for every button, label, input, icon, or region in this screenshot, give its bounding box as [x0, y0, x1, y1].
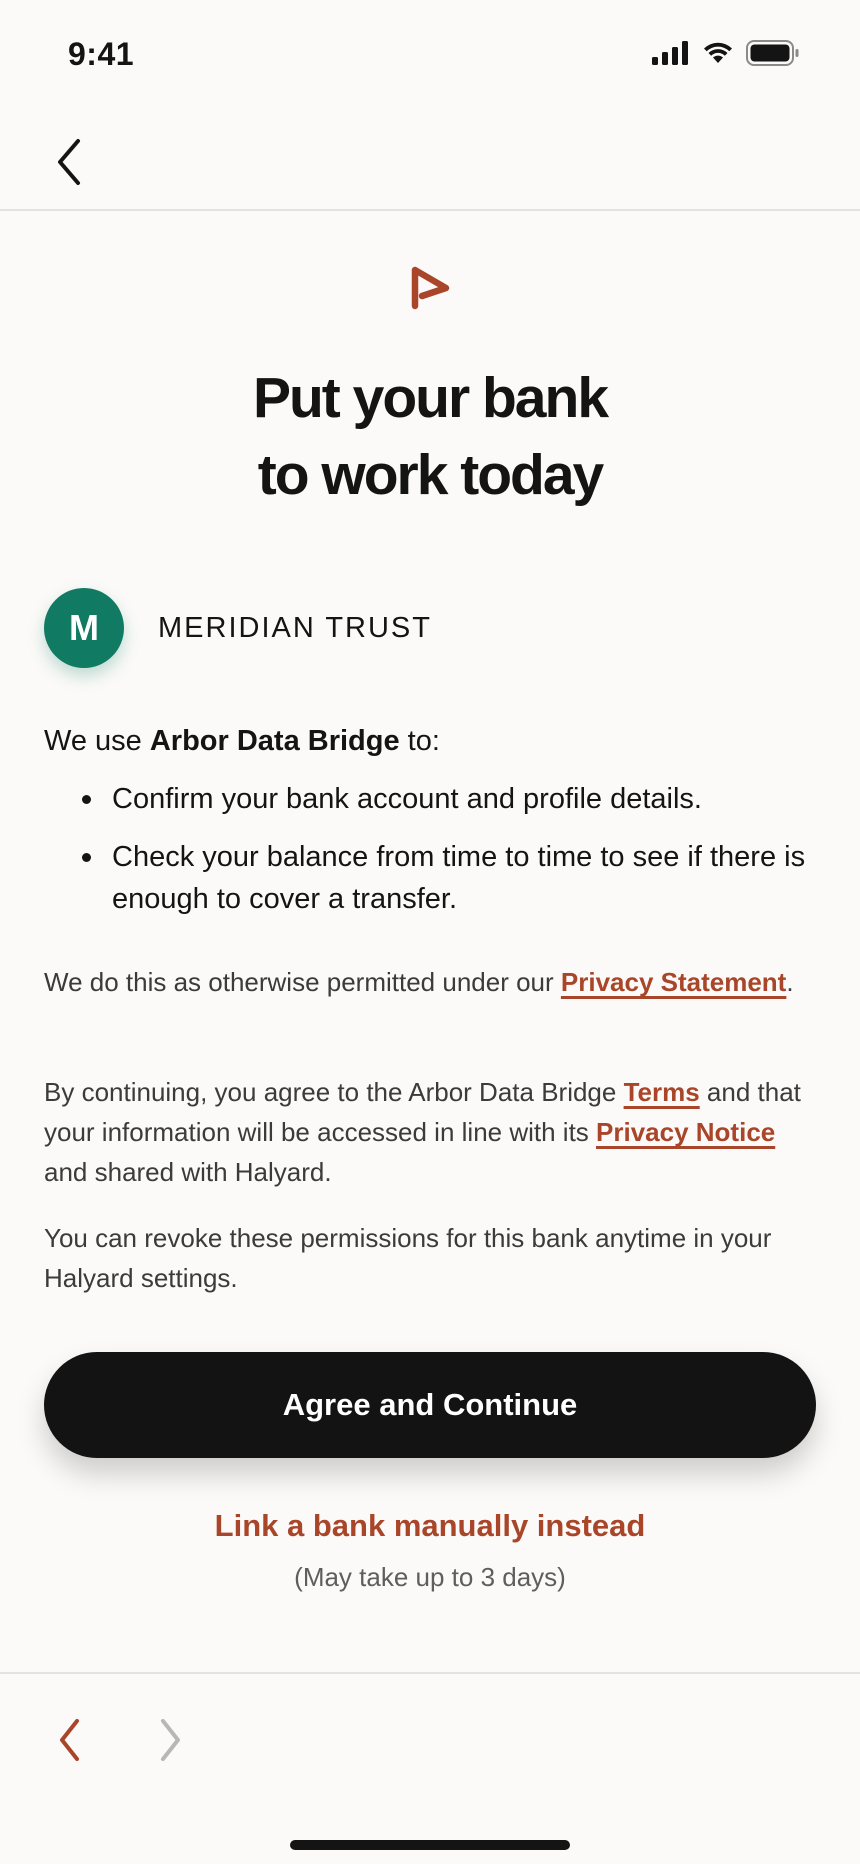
para1-end: .	[786, 967, 794, 997]
chevron-left-icon	[54, 137, 84, 187]
intro-suffix: to:	[399, 725, 440, 757]
back-button[interactable]	[44, 132, 94, 192]
nav-header	[0, 110, 860, 211]
terms-text	[44, 1072, 824, 1192]
battery-icon	[746, 40, 800, 66]
browser-forward-button[interactable]	[146, 1710, 196, 1770]
manual-note: (May take up to 3 days)	[294, 1562, 566, 1592]
para2-text2: and that your information will be accessed in line with its	[44, 1077, 801, 1147]
privacy-statement-link[interactable]: Privacy Statement	[560, 967, 787, 997]
title-line-2: to work today	[257, 443, 603, 507]
intro-prefix: We use	[44, 725, 150, 757]
chevron-right-icon	[156, 1715, 186, 1765]
browser-back-button[interactable]	[44, 1710, 94, 1770]
bank-avatar: M	[44, 588, 124, 668]
status-bar	[0, 0, 860, 110]
bottom-nav-bar	[0, 1672, 860, 1864]
para2-text1: By continuing, you agree to the Arbor Data Bridge	[44, 1077, 624, 1107]
permission-list	[44, 778, 824, 936]
intro-text	[44, 722, 824, 760]
wifi-icon	[702, 41, 734, 65]
list-item: Check your balance from time to time to see if there is enough to cover a transfer.	[44, 836, 824, 920]
para2-text3: and shared with Halyard.	[44, 1157, 332, 1187]
link-manually-button[interactable]: Link a bank manually instead	[214, 1508, 646, 1543]
brand-triangle-icon	[404, 262, 456, 312]
home-indicator	[290, 1840, 570, 1850]
bank-row	[44, 588, 432, 668]
terms-link[interactable]: Terms	[623, 1077, 700, 1107]
agree-continue-button[interactable]: Agree and Continue	[44, 1352, 816, 1458]
provider-name: Arbor Data Bridge	[149, 725, 400, 757]
privacy-notice-link[interactable]: Privacy Notice	[596, 1117, 776, 1147]
title-line-1: Put your bank	[252, 366, 608, 430]
bank-name: MERIDIAN TRUST	[158, 611, 432, 644]
chevron-left-icon	[54, 1715, 84, 1765]
privacy-statement-text	[44, 962, 824, 1002]
status-time: 9:41	[68, 36, 135, 72]
revoke-text: You can revoke these permissions for this bank anytime in your Halyard settings.	[44, 1223, 772, 1293]
status-icons	[652, 40, 800, 66]
page-title	[0, 360, 860, 514]
para1-text: We do this as otherwise permitted under our	[44, 967, 561, 997]
signal-icon	[652, 41, 690, 65]
list-item: Confirm your bank account and profile details.	[44, 778, 824, 820]
